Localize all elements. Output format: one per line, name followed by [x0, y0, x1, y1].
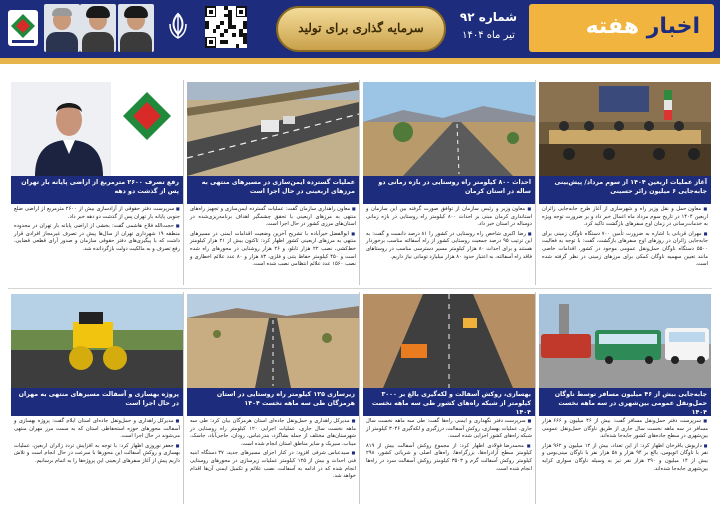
ministry-logo-icon — [6, 8, 40, 48]
slogan-text: سرمایه گذاری برای تولید — [298, 21, 424, 35]
news-paragraph: ■ سیدعباس شرفی افزود: در کنار اجرای مسیرهای جدید، ۳۷ دستگاه ابنیه فنی احداث و بیش از ۱۲۵ کیلومتر عملیات زیرسازی در محورهای روستایی انجام شده که در ادامه به آسفالت، نصب علائم و تکمیل ایمنی آن‌ها اقدام خواهد شد. — [190, 449, 356, 480]
news-paragraph: ■ حجت‌الله فلاح هاشمی گفت: بخشی از اراضی پایانه بار تهران در محدوده منطقه ۱۹ شهرداری تهران از سال‌ها پیش در تصرف غیرمجاز افرادی قرار داشت که با پیگیری‌های دفتر حقوقی سازمان و صدور آرای قطعی قضایی، رفع تصرف و به مالکیت دولت بازگردانده شد. — [14, 222, 180, 253]
news-body — [11, 417, 183, 503]
news-caption: رفع تصرف ۲۶۰۰ مترمربع از اراضی پایانه بار تهران پس از گذشت دو دهه — [11, 176, 183, 204]
news-caption: آغاز عملیات اربعین ۱۴۰۴ از سوم مرداد/ پیش‌بینی جابه‌جایی ۶ میلیون زائر حسینی — [539, 176, 711, 204]
news-caption: زیرسازی ۱۲۵ کیلومتر راه روستایی در استان هرمزگان طی سه ماهه نخست ۱۴۰۴ — [187, 388, 359, 416]
news-caption: بهسازی، روکش آسفالت و لکه‌گیری بالغ بر ۳۰۰۰ کیلومتر از شبکه راه‌های کشور طی سه ماهه نخست ۱۴۰۴ — [363, 388, 535, 416]
news-caption: جابه‌جایی بیش از ۴۶ میلیون مسافر توسط ناوگان حمل‌ونقل عمومی بین‌شهری در سه ماهه نخست ۱۴۰۴ — [539, 388, 711, 416]
news-paragraph: ■ مدیرکل راهداری و حمل‌ونقل جاده‌ای استان ایلام گفت: پروژه بهسازی و آسفالت محورهای حوزه استحفاظی استان که به سمت مرز مهران منتهی می‌شوند در حال اجرا است. — [14, 417, 180, 441]
issue-date: تیر ماه ۱۴۰۴ — [462, 30, 515, 41]
road-roller-photo — [11, 294, 183, 388]
news-paragraph: ■ معاون راهداری سازمان گفت: عملیات گسترده ایمن‌سازی و تجهیز راه‌های منتهی به مرزهای اربعینی با تحقق چشمگیر اهداف برنامه‌ریزی‌شده در استان‌های مرزی کشور در حال اجرا است. — [190, 205, 356, 229]
title-box — [529, 4, 714, 52]
news-paragraph: ■ سرپرست دفتر حقوقی از آزادسازی بیش از ۲۶۰۰ مترمربع از اراضی ضلع جنوبی پایانه بار تهران پس از گذشت دو دهه خبر داد. — [14, 205, 180, 221]
news-caption: پروژه بهسازی و آسفالت مسیرهای منتهی به مهران در حال اجرا است — [11, 388, 183, 416]
asphalt-paving-photo — [363, 294, 535, 388]
news-caption: احداث ۸۰۰ کیلومتر راه روستایی در بازه زمانی دو ساله در استان کرمان — [363, 176, 535, 204]
header-stripe — [0, 58, 720, 64]
news-paragraph: ■ جعفر نوروزی اظهار کرد: با توجه به افزایش تردد زائران اربعین، عملیات بهسازی و روکش آسفالت این محورها با سرعت در حال انجام است و تلاش داریم پیش از آغاز سفرهای اربعینی این پروژه‌ها را به اتمام برسانیم. — [14, 442, 180, 466]
news-caption: عملیات گسترده ایمن‌سازی در مسیرهای منتهی به مرزهای اربعینی در حال اجرا است — [187, 176, 359, 204]
news-body — [11, 205, 183, 285]
news-paragraph: ■ مهران قربانی با اشاره به ضرورت تأمین ۷۰۰ دستگاه ناوگان زمینی برای جابه‌جایی زائران در روزهای اوج سفرهای بازگشت، گفت: با توجه به فعالیت ۵۵۰۰ دستگاه ناوگان حمل‌ونقل عمومی موجود در کشور، اقدامات خاصی مانند تعیین سهمیه ناوگان کمکی برای مرزهای زمینی در نظر گرفته شده است. — [542, 230, 708, 269]
portrait-leader-1 — [118, 4, 154, 52]
desert-road-photo — [187, 294, 359, 388]
official-portrait-photo — [11, 82, 183, 176]
portrait-president — [44, 4, 80, 52]
news-body — [363, 417, 535, 503]
issue-info — [451, 4, 526, 52]
news-paragraph: ■ داریوش باقرخان اظهار کرد: از این تعداد، بیش از ۱۲ میلیون و ۹۶۲ هزار نفر با ناوگان اتوبوس، بالغ بر ۹۴ هزار و ۵۸ هزار نفر با ناوگان مینی‌بوس و بیش از ۱۴ میلیون و ۲۹۰ هزار نفر نیز به وسیله ناوگان سواری کرایه بین‌شهری جابه‌جا شده‌اند. — [542, 442, 708, 473]
title-accent-word: هفته — [585, 14, 640, 39]
page-title — [586, 14, 700, 39]
meeting-photo — [539, 82, 711, 176]
news-paragraph: ■ رضا اکبری شاخص راه روستایی در کشور را ۸۱ درصد دانست و گفت: به این ترتیب ۹۵ درصد جمعیت روستایی کشور از راه آسفالته مناسب برخوردار هستند و برای احداث ۸۰ هزار کیلومتر مسیر دسترسی مناسب در روستاهای فاقد راه آسفالته، به اعتبار حدود ۸۰ هزار میلیارد تومانی نیاز داریم. — [366, 230, 532, 261]
news-paragraph: ■ مدیرکل راهداری و حمل‌ونقل جاده‌ای استان هرمزگان بیان کرد: طی سه ماهه نخست سال جاری، عملیات اجرایی ۱۲۰ کیلومتر راه روستایی در شهرستان‌های مختلف از جمله بشاگرد، بندرعباس، رودان، حاجی‌آباد، جاسک، میناب، سیریک و سایر مناطق استان انجام شده است. — [190, 417, 356, 448]
news-body — [187, 417, 359, 503]
issue-number: شماره ۹۲ — [459, 10, 518, 24]
news-paragraph: ■ معاون حمل و نقل وزیر راه و شهرسازی از آغاز طرح جابه‌جایی زائران اربعین ۱۴۰۴ در تاریخ سوم مرداد ماه اعمال خبر داد و بر ضرورت توجه ویژه به خدمات‌رسانی در زمان اوج سفرهای بازگشت تاکید کرد. — [542, 205, 708, 229]
road-markings-photo — [187, 82, 359, 176]
news-body — [539, 205, 711, 285]
portrait-leader-2 — [80, 4, 116, 52]
news-body — [539, 417, 711, 503]
title-main-word: اخبار — [646, 14, 700, 39]
bus-terminal-photo — [539, 294, 711, 388]
news-paragraph: ■ ابوالفضل خیرآباده با تشریح آخرین وضعیت اقدامات ایمنی در مسیرهای منتهی به مرزهای اربعینی کشور اظهار کرد: تاکنون بیش از ۲۱ هزار کیلومتر خط‌کشی، نصب ۲۲ هزار تابلو، و ۲۶ هزار روشنایی در محورهای راه شده است و ۴۵۰ کیلومتر حفاظ بتنی و فلزی، ۸۳ هزار و ۸۰ عدد علائم اخطاری و نصب ۱۵۶۰ عدد علائم انتظامی نصب شده است. — [190, 230, 356, 269]
news-paragraph: ■ سرپرست دفتر نگهداری و ایمنی راه‌ها گفت: طی سه ماهه نخست سال جاری، عملیات بهسازی، روکش آسفالت، درزگیری و لکه‌گیری ۳۰۴۶ کیلومتر از شبکه راه‌های کشور اجرایی شده است. — [366, 417, 532, 441]
qr-code[interactable] — [205, 6, 247, 48]
rural-road-photo — [363, 82, 535, 176]
news-paragraph: ■ سرپرست دفتر حمل‌ونقل مسافر گفت: بیش از ۴۶ میلیون و ۶۶۶ هزار مسافر در سه ماهه نخست سال جاری از طریق ناوگان حمل‌ونقل عمومی بین‌شهری در سطح جاده‌های کشور جابه‌جا شده‌اند. — [542, 417, 708, 441]
government-emblem-icon — [162, 10, 194, 48]
slogan-banner — [276, 6, 446, 52]
news-body — [187, 205, 359, 285]
news-body — [363, 205, 535, 285]
news-paragraph: ■ معاون وزیر و رئیس سازمان از توافق صورت گرفته بین این سازمان و استانداری کرمان مبنی بر احداث ۸۰۰ کیلومتر راه روستایی در بازه زمانی دوساله در استان خبر داد. — [366, 205, 532, 229]
news-paragraph: ■ محمدرضا فولادی اظهار کرد: از مجموع روکش آسفالت بیش از ۸۱۹ کیلومتر سطح آزادراه‌ها، بزرگراه‌ها، راه‌های اصلی و شریانی کشور، ۲۹۸ کیلومتر روکش آسفالت گرم و ۳۵۰۳ کیلومتر روکش آسفالت سرد در راه‌ها انجام شده است. — [366, 442, 532, 473]
